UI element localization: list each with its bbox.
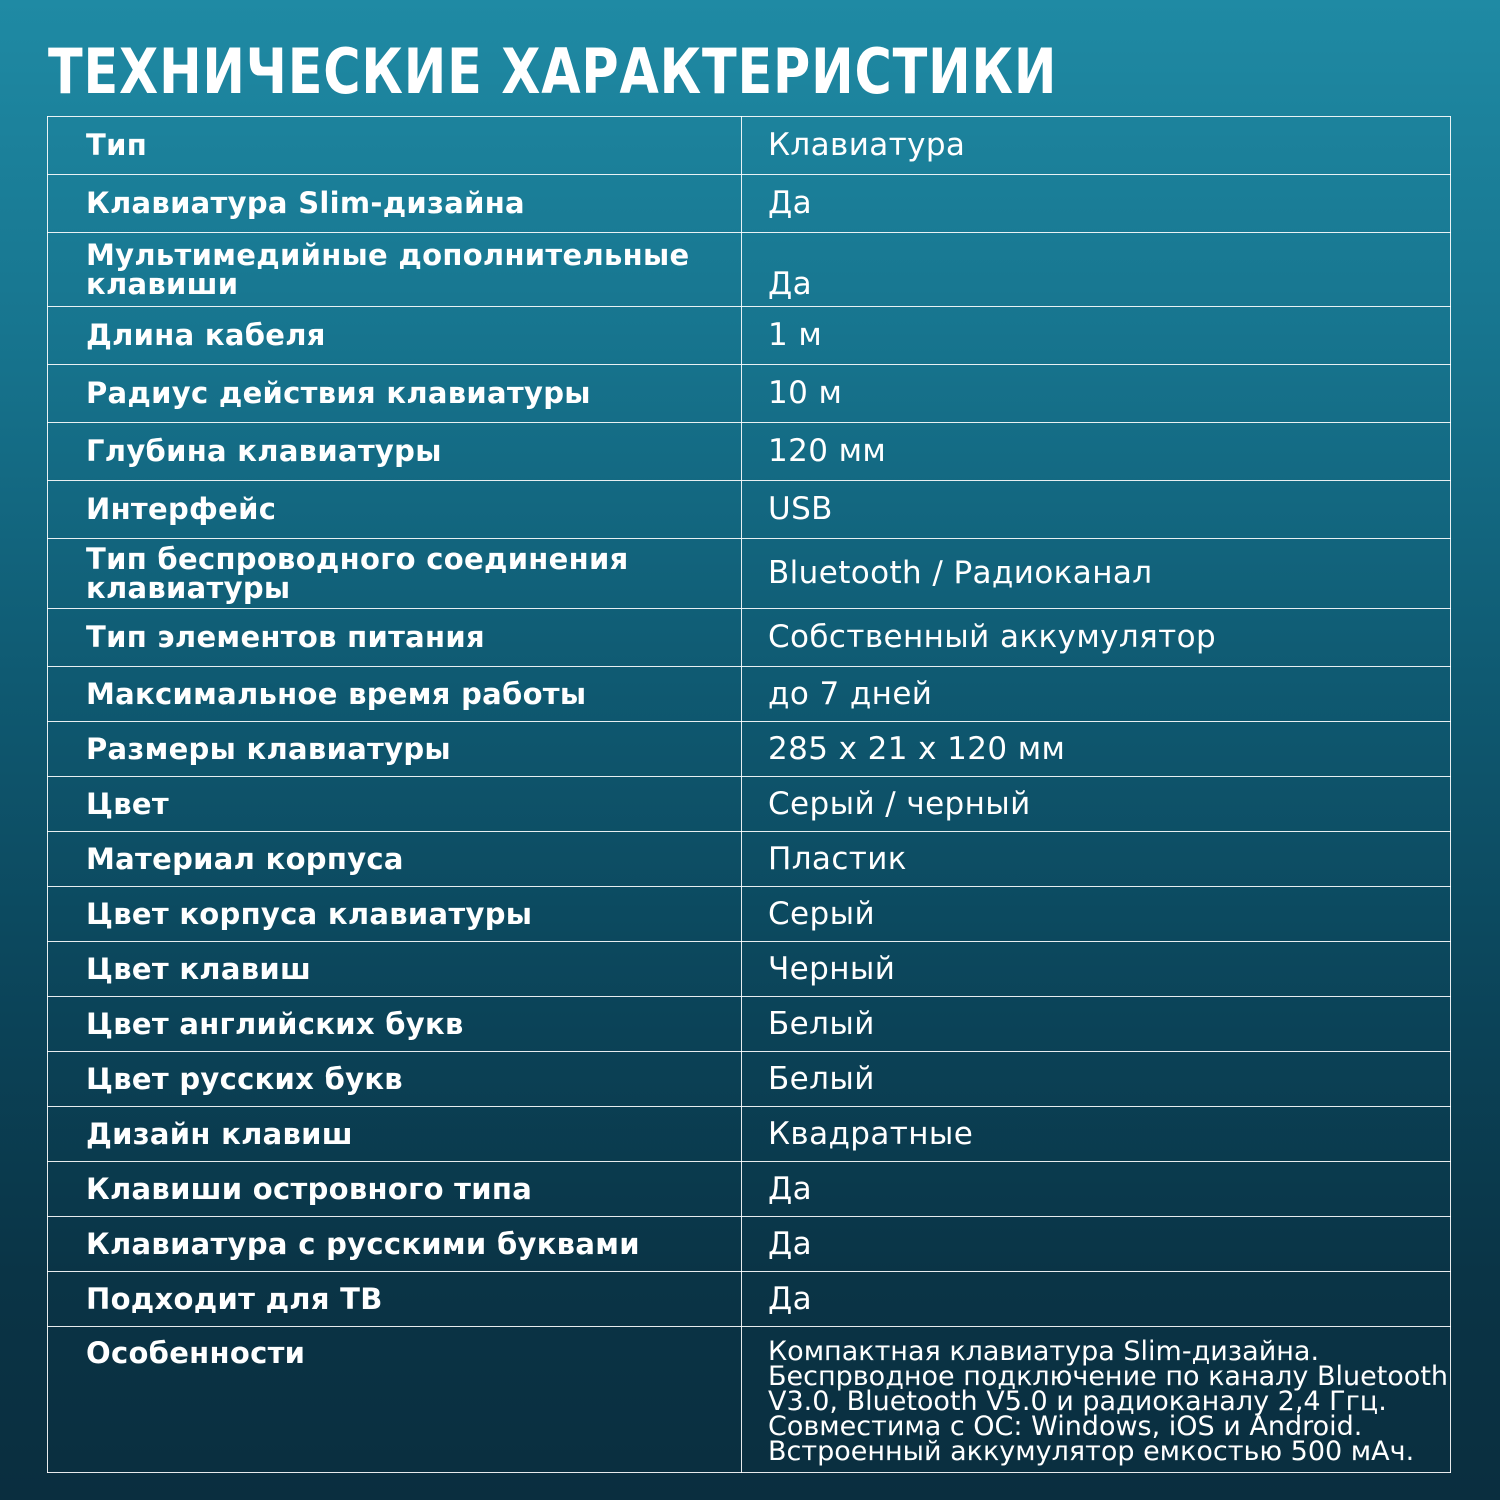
- spec-name-text: Тип: [86, 128, 148, 162]
- spec-name-text: Клавиши островного типа: [86, 1171, 533, 1206]
- spec-name: [48, 423, 742, 481]
- spec-name-text: Подходит для ТВ: [86, 1281, 383, 1316]
- table-row: [48, 832, 1451, 887]
- spec-value: [742, 365, 1451, 423]
- spec-name-text: Клавиатура с русскими буквами: [86, 1226, 640, 1261]
- table-row: [48, 365, 1451, 423]
- spec-name-text: Материал корпуса: [86, 841, 404, 876]
- spec-value-text: Черный: [768, 950, 896, 987]
- spec-value-text: Серый / черный: [768, 785, 1031, 822]
- spec-value-text: до 7 дней: [768, 675, 933, 712]
- spec-value: [742, 997, 1451, 1052]
- spec-name-text: Интерфейс: [86, 492, 277, 526]
- spec-value: [742, 117, 1451, 175]
- spec-name-text: Цвет русских букв: [86, 1061, 403, 1096]
- table-row: [48, 777, 1451, 832]
- spec-name-text: Тип элементов питания: [86, 620, 485, 654]
- spec-name-text: Цвет: [86, 786, 169, 821]
- spec-value: [742, 307, 1451, 365]
- table-row: [48, 117, 1451, 175]
- spec-name: [48, 667, 742, 722]
- spec-name-text: Особенности: [86, 1336, 306, 1370]
- table-row: [48, 175, 1451, 233]
- spec-name-text: Цвет корпуса клавиатуры: [86, 896, 533, 931]
- table-row: [48, 481, 1451, 539]
- spec-name: [48, 722, 742, 777]
- spec-name-text: Радиус действия клавиатуры: [86, 376, 591, 410]
- spec-value: [742, 1107, 1451, 1162]
- spec-name: [48, 609, 742, 667]
- table-row: [48, 722, 1451, 777]
- spec-value-text: Серый: [768, 895, 876, 932]
- table-row: [48, 307, 1451, 365]
- spec-value: [742, 539, 1451, 609]
- spec-name-text: Глубина клавиатуры: [86, 434, 442, 468]
- spec-value: [742, 942, 1451, 997]
- spec-name: [48, 942, 742, 997]
- spec-value-text: 120 мм: [768, 433, 887, 469]
- spec-value-text: Да: [768, 185, 813, 221]
- spec-name-text: Дизайн клавиш: [86, 1116, 353, 1151]
- spec-name-text: Тип беспроводного соединения клавиатуры: [86, 541, 629, 605]
- table-row: [48, 1327, 1451, 1473]
- spec-name: [48, 307, 742, 365]
- spec-value-text: Квадратные: [768, 1115, 974, 1152]
- spec-value-text: Да: [768, 1225, 813, 1262]
- table-row: [48, 1107, 1451, 1162]
- spec-value: [742, 609, 1451, 667]
- spec-value-text: Да: [768, 1280, 813, 1317]
- spec-value: [742, 481, 1451, 539]
- spec-name: [48, 1327, 742, 1473]
- spec-value-text: 1 м: [768, 317, 823, 353]
- spec-name: [48, 481, 742, 539]
- spec-name-text: Цвет английских букв: [86, 1006, 464, 1041]
- table-row: [48, 609, 1451, 667]
- spec-value-text: USB: [768, 491, 833, 527]
- table-row: [48, 1162, 1451, 1217]
- spec-value-text: Клавиатура: [768, 127, 966, 163]
- table-row: [48, 997, 1451, 1052]
- spec-value: [742, 1217, 1451, 1272]
- page-title: ТЕХНИЧЕСКИЕ ХАРАКТЕРИСТИКИ: [48, 35, 1058, 108]
- spec-value-text: Bluetooth / Радиоканал: [768, 555, 1153, 591]
- table-row: [48, 539, 1451, 609]
- table-row: [48, 942, 1451, 997]
- spec-name: [48, 887, 742, 942]
- spec-value: [742, 667, 1451, 722]
- spec-name-text: Цвет клавиш: [86, 951, 312, 986]
- table-row: [48, 423, 1451, 481]
- table-row: [48, 887, 1451, 942]
- spec-name-text: Клавиатура Slim-дизайна: [86, 186, 525, 220]
- spec-value: [742, 423, 1451, 481]
- spec-name: [48, 365, 742, 423]
- spec-value-text: Пластик: [768, 840, 907, 877]
- spec-value-text: Да: [768, 1170, 813, 1207]
- spec-name: [48, 539, 742, 609]
- spec-name: [48, 777, 742, 832]
- spec-value-text: 10 м: [768, 375, 843, 411]
- spec-name: [48, 117, 742, 175]
- spec-value: [742, 175, 1451, 233]
- spec-value: [742, 233, 1451, 307]
- spec-name: [48, 832, 742, 887]
- spec-value-text: Собственный аккумулятор: [768, 619, 1217, 655]
- spec-name-text: Максимальное время работы: [86, 676, 587, 711]
- spec-value: [742, 1162, 1451, 1217]
- spec-value-text: Белый: [768, 1060, 875, 1097]
- spec-name-text: Мультимедийные дополнительные клавиши: [86, 237, 690, 301]
- table-row: [48, 667, 1451, 722]
- spec-name: [48, 1052, 742, 1107]
- spec-value-text: Компактная клавиатура Slim-дизайна. Беспрводное подключение по каналу Bluetooth V3.0, Bluetooth V5.0 и радиоканалу 2,4 Ггц. Совместима с ОС: Windows, iOS и Android. Встроенный аккумулятор емкостью 500 мАч.: [768, 1336, 1449, 1467]
- spec-value: [742, 1327, 1451, 1473]
- spec-name: [48, 1107, 742, 1162]
- table-row: [48, 1052, 1451, 1107]
- spec-value-text: Да: [768, 266, 813, 302]
- table-row: [48, 233, 1451, 307]
- spec-name: [48, 175, 742, 233]
- spec-name: [48, 1162, 742, 1217]
- specs-table: [47, 116, 1451, 1473]
- spec-value-text: Белый: [768, 1005, 875, 1042]
- spec-name-text: Длина кабеля: [86, 318, 326, 352]
- table-row: [48, 1217, 1451, 1272]
- spec-name-text: Размеры клавиатуры: [86, 731, 451, 766]
- spec-value: [742, 1052, 1451, 1107]
- table-row: [48, 1272, 1451, 1327]
- spec-value: [742, 1272, 1451, 1327]
- spec-value: [742, 887, 1451, 942]
- spec-name: [48, 1272, 742, 1327]
- spec-value: [742, 722, 1451, 777]
- spec-value: [742, 832, 1451, 887]
- spec-name: [48, 997, 742, 1052]
- spec-name: [48, 1217, 742, 1272]
- spec-value: [742, 777, 1451, 832]
- spec-value-text: 285 x 21 x 120 мм: [768, 730, 1066, 767]
- spec-name: [48, 233, 742, 307]
